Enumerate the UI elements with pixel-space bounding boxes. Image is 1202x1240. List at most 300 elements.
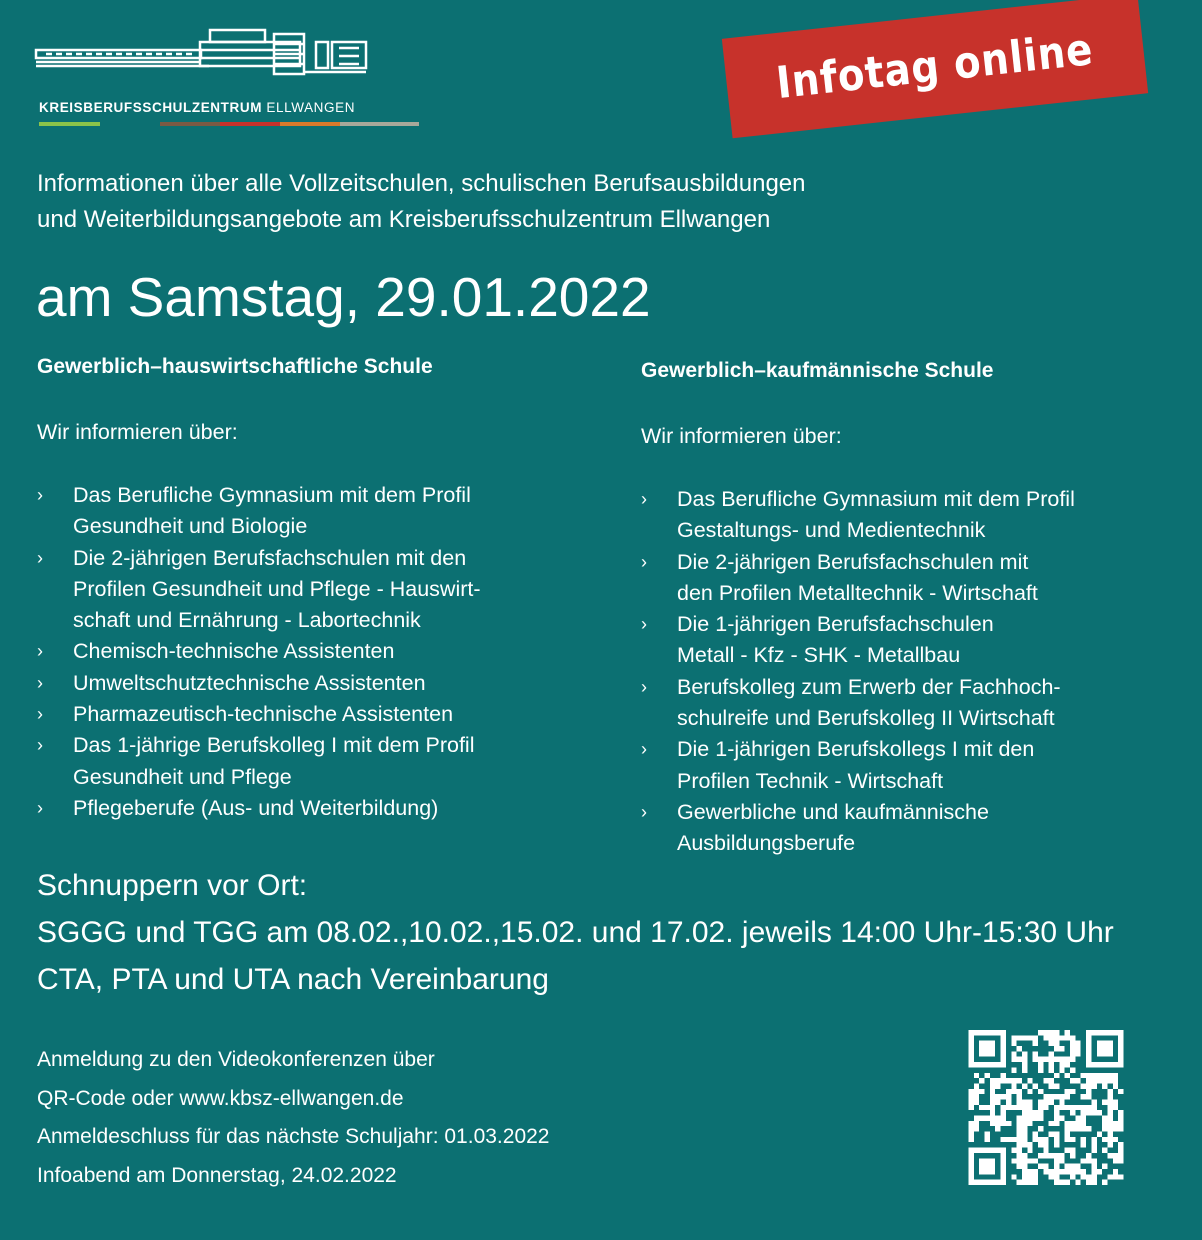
qr-module [1059, 1153, 1064, 1158]
qr-module [969, 1148, 974, 1185]
qr-module [1059, 1035, 1064, 1040]
qr-module [1081, 1094, 1086, 1099]
qr-module [974, 1089, 979, 1094]
qr-module [1022, 1126, 1027, 1131]
qr-module [1049, 1121, 1054, 1126]
qr-module [1107, 1094, 1112, 1099]
qr-module [1091, 1137, 1096, 1142]
qr-module [1059, 1057, 1064, 1062]
qr-module [1081, 1105, 1086, 1110]
qr-module [1022, 1067, 1027, 1072]
qr-module [995, 1078, 1000, 1083]
qr-module [1006, 1105, 1011, 1110]
qr-module [1017, 1046, 1022, 1051]
qr-module [1017, 1164, 1022, 1169]
qr-module [969, 1030, 1006, 1035]
qr-module [1001, 1116, 1006, 1121]
qr-module [990, 1110, 995, 1115]
qr-module [1102, 1180, 1107, 1185]
qr-module [1065, 1035, 1070, 1040]
qr-module [1017, 1099, 1022, 1104]
qr-module [969, 1030, 974, 1067]
qr-module [1118, 1158, 1123, 1163]
school-name-bold: KREISBERUFSSCHULZENTRUM [39, 100, 263, 115]
qr-module [1043, 1164, 1048, 1169]
qr-module [1049, 1057, 1054, 1062]
footer-line-3: Anmeldeschluss für das nächste Schuljahr: 01.03.2022 [37, 1125, 550, 1148]
qr-module [1054, 1121, 1059, 1126]
qr-module [1038, 1153, 1043, 1158]
qr-module [1043, 1078, 1048, 1083]
qr-module [1011, 1089, 1016, 1094]
qr-module [1049, 1169, 1054, 1174]
qr-module [990, 1094, 995, 1099]
qr-module [1070, 1169, 1075, 1174]
qr-module [1006, 1137, 1011, 1142]
qr-module [1049, 1083, 1054, 1088]
qr-module [1118, 1110, 1123, 1115]
qr-module [1038, 1137, 1043, 1142]
qr-module [1086, 1158, 1091, 1163]
list-item: › Die 2-jährigen Berufsfachschulen mit den Profilen Gesundheit und Pflege - Hauswirt- schaft und Ernährung - Labortechnik [37, 543, 657, 637]
school-building-logo-icon [34, 24, 424, 134]
qr-module [1091, 1105, 1096, 1110]
logo-color-bar-3 [220, 122, 280, 126]
qr-module [1070, 1121, 1075, 1126]
qr-module [1054, 1105, 1059, 1110]
qr-module [1054, 1083, 1059, 1088]
qr-module [1001, 1137, 1006, 1142]
qr-module [1059, 1116, 1064, 1121]
qr-module [1033, 1169, 1038, 1174]
footer-info [37, 1041, 549, 1195]
qr-module [1070, 1105, 1075, 1110]
qr-module [1059, 1105, 1064, 1110]
qr-module [1091, 1110, 1096, 1115]
list-item: › Die 2-jährigen Berufsfachschulen mit den Profilen Metalltechnik - Wirtschaft [641, 547, 1202, 610]
logo-color-bar-5 [340, 122, 419, 126]
qr-module [1011, 1057, 1016, 1062]
qr-module [1022, 1035, 1027, 1040]
schnuppern-line-2: CTA, PTA und UTA nach Vereinbarung [37, 963, 549, 996]
qr-module [990, 1078, 995, 1083]
list-item: › Das Berufliche Gymnasium mit dem Profil Gesundheit und Biologie [37, 480, 657, 543]
qr-module [1038, 1142, 1043, 1147]
qr-module [1081, 1169, 1086, 1174]
qr-module [1011, 1148, 1016, 1153]
qr-module [1091, 1174, 1096, 1179]
qr-module [1033, 1083, 1038, 1088]
qr-module [1075, 1046, 1080, 1051]
list-item: › Chemisch-technische Assistenten [37, 636, 657, 667]
qr-module [1038, 1099, 1043, 1104]
qr-module [990, 1121, 995, 1126]
qr-module [1027, 1089, 1032, 1094]
qr-module [969, 1099, 974, 1104]
schnuppern-heading: Schnuppern vor Ort: [37, 869, 308, 902]
qr-module [1054, 1180, 1059, 1185]
qr-module [1086, 1110, 1091, 1115]
qr-module [1043, 1153, 1048, 1158]
qr-module [1091, 1073, 1096, 1078]
qr-module [1033, 1051, 1038, 1056]
qr-module [979, 1089, 984, 1094]
qr-module [1118, 1174, 1123, 1179]
qr-module [1054, 1035, 1059, 1040]
qr-module [1049, 1099, 1054, 1104]
qr-module [1017, 1078, 1022, 1083]
qr-module [1118, 1153, 1123, 1158]
qr-module [1070, 1164, 1075, 1169]
qr-module [1070, 1067, 1075, 1072]
qr-module [1054, 1046, 1059, 1051]
left-column-subtitle: Wir informieren über: [37, 420, 238, 444]
qr-module [1054, 1073, 1059, 1078]
qr-module [1006, 1121, 1011, 1126]
qr-module [1091, 1142, 1096, 1147]
qr-module [974, 1094, 979, 1099]
qr-module [1081, 1158, 1086, 1163]
qr-code-icon[interactable] [967, 1030, 1125, 1185]
qr-module [1038, 1164, 1043, 1169]
qr-module [969, 1089, 974, 1094]
qr-module [1102, 1164, 1107, 1169]
qr-module [1011, 1137, 1016, 1142]
qr-module [974, 1126, 979, 1131]
list-item: › Das 1-jährige Berufskolleg I mit dem Profil Gesundheit und Pflege [37, 730, 657, 793]
qr-module [1107, 1116, 1112, 1121]
qr-module [1102, 1083, 1107, 1088]
qr-module [969, 1121, 974, 1126]
qr-module [1118, 1148, 1123, 1153]
qr-module [1113, 1073, 1118, 1078]
qr-module [969, 1105, 974, 1110]
qr-module [1017, 1180, 1022, 1185]
qr-module [1081, 1121, 1086, 1126]
qr-module [1075, 1041, 1080, 1046]
qr-module [1038, 1030, 1043, 1035]
qr-module [1070, 1148, 1075, 1153]
qr-module [1027, 1169, 1032, 1174]
qr-module [1049, 1078, 1054, 1083]
qr-module [1075, 1164, 1080, 1169]
qr-module [1011, 1041, 1016, 1046]
qr-module [1065, 1057, 1070, 1062]
qr-module [1081, 1073, 1086, 1078]
qr-module [1027, 1174, 1032, 1179]
qr-module [1113, 1126, 1118, 1131]
qr-module [1011, 1105, 1016, 1110]
qr-module [1113, 1137, 1118, 1142]
logo-color-bar-4 [280, 122, 340, 126]
qr-module [1022, 1099, 1027, 1104]
qr-module [1113, 1158, 1118, 1163]
qr-module [1086, 1030, 1123, 1035]
qr-module [1033, 1180, 1038, 1185]
qr-module [1107, 1099, 1112, 1104]
qr-module [1022, 1158, 1027, 1163]
schnuppern-section [37, 862, 1114, 1003]
qr-module [1038, 1110, 1043, 1115]
list-item: › Gewerbliche und kaufmännische Ausbildungsberufe [641, 797, 1202, 860]
qr-module [1086, 1153, 1091, 1158]
qr-module [1107, 1142, 1112, 1147]
qr-module [1038, 1057, 1043, 1062]
left-column [37, 352, 597, 824]
qr-module [1022, 1110, 1027, 1115]
logo-color-bar-2 [160, 122, 220, 126]
qr-module [1049, 1174, 1054, 1179]
qr-module [1054, 1142, 1059, 1147]
qr-module [1017, 1121, 1022, 1126]
qr-module [969, 1126, 974, 1131]
qr-module [1107, 1105, 1112, 1110]
qr-module [1075, 1126, 1080, 1131]
qr-module [1043, 1030, 1048, 1035]
qr-module [1027, 1148, 1032, 1153]
qr-module [1118, 1089, 1123, 1094]
qr-module [979, 1158, 995, 1174]
qr-module [1081, 1142, 1086, 1147]
qr-module [1049, 1067, 1054, 1072]
qr-module [979, 1041, 995, 1057]
list-item: › Berufskolleg zum Erwerb der Fachhoch- schulreife und Berufskolleg II Wirtschaft [641, 672, 1202, 735]
qr-module [1118, 1142, 1123, 1147]
qr-module [1102, 1137, 1107, 1142]
qr-module [1049, 1062, 1054, 1067]
qr-module [1113, 1078, 1118, 1083]
qr-module [1022, 1051, 1027, 1056]
qr-module [1038, 1126, 1043, 1131]
qr-module [1022, 1153, 1027, 1158]
qr-module [1006, 1099, 1011, 1104]
qr-module [1054, 1158, 1059, 1163]
qr-module [1038, 1089, 1043, 1094]
qr-module [1049, 1132, 1054, 1137]
qr-module [1086, 1105, 1091, 1110]
qr-module [1070, 1035, 1075, 1040]
qr-module [1022, 1164, 1027, 1169]
qr-module [1001, 1121, 1006, 1126]
qr-module [985, 1105, 990, 1110]
qr-module [1027, 1110, 1032, 1115]
qr-module [995, 1116, 1000, 1121]
qr-module [1086, 1083, 1091, 1088]
qr-module [1033, 1110, 1038, 1115]
qr-module [985, 1116, 990, 1121]
qr-module [1017, 1116, 1022, 1121]
qr-module [1086, 1174, 1091, 1179]
qr-module [1107, 1121, 1112, 1126]
qr-module [1054, 1174, 1059, 1179]
intro-line-1: Informationen über alle Vollzeitschulen, schulischen Berufsausbildungen [37, 170, 806, 197]
footer-line-4: Infoabend am Donnerstag, 24.02.2022 [37, 1163, 397, 1187]
qr-module [1091, 1148, 1096, 1153]
qr-module [1070, 1110, 1075, 1115]
qr-module [1113, 1169, 1118, 1174]
qr-module [1027, 1158, 1032, 1163]
qr-module [1017, 1089, 1022, 1094]
qr-module [1054, 1030, 1059, 1035]
qr-module [1086, 1089, 1091, 1094]
qr-module [1043, 1105, 1048, 1110]
qr-module [1022, 1062, 1027, 1067]
qr-module [1054, 1132, 1059, 1137]
qr-module [1081, 1110, 1086, 1115]
qr-module [1107, 1153, 1112, 1158]
qr-module [1022, 1169, 1027, 1174]
qr-module [1027, 1099, 1032, 1104]
qr-module [1081, 1126, 1086, 1131]
qr-module [1054, 1110, 1059, 1115]
qr-module [1033, 1035, 1038, 1040]
qr-module [1049, 1030, 1054, 1035]
qr-module [1081, 1137, 1086, 1142]
intro-text [37, 166, 1037, 238]
qr-module [1113, 1121, 1118, 1126]
qr-module [1022, 1105, 1027, 1110]
qr-module [1075, 1169, 1080, 1174]
qr-module [990, 1105, 995, 1110]
qr-module [1065, 1169, 1070, 1174]
qr-module [1043, 1137, 1048, 1142]
qr-module [1107, 1110, 1112, 1115]
qr-module [995, 1083, 1000, 1088]
qr-module [1049, 1094, 1054, 1099]
qr-module [1017, 1057, 1022, 1062]
qr-module [1070, 1051, 1075, 1056]
list-item: › Die 1-jährigen Berufskollegs I mit den Profilen Technik - Wirtschaft [641, 734, 1202, 797]
qr-module [1086, 1180, 1091, 1185]
qr-module [990, 1089, 995, 1094]
qr-module [1118, 1030, 1123, 1067]
qr-module [1059, 1180, 1064, 1185]
qr-module [969, 1137, 974, 1142]
qr-module [1022, 1116, 1027, 1121]
qr-module [1097, 1073, 1102, 1078]
qr-module [1107, 1174, 1112, 1179]
qr-module [1054, 1094, 1059, 1099]
qr-module [1054, 1164, 1059, 1169]
qr-module [985, 1073, 990, 1078]
qr-module [1118, 1116, 1123, 1121]
qr-module [1033, 1132, 1038, 1137]
qr-module [1059, 1062, 1064, 1067]
qr-module [1107, 1132, 1112, 1137]
qr-module [1001, 1110, 1006, 1115]
qr-module [1091, 1078, 1096, 1083]
qr-module [1011, 1078, 1016, 1083]
qr-module [974, 1099, 979, 1104]
qr-module [974, 1121, 979, 1126]
qr-module [1065, 1105, 1070, 1110]
qr-module [1059, 1158, 1064, 1163]
qr-module [1075, 1180, 1080, 1185]
qr-module [1001, 1078, 1006, 1083]
qr-module [969, 1094, 974, 1099]
qr-module [1091, 1158, 1096, 1163]
qr-module [1107, 1089, 1112, 1094]
qr-module [1027, 1142, 1032, 1147]
qr-module [1033, 1057, 1038, 1062]
qr-module [1054, 1169, 1059, 1174]
qr-module [1022, 1137, 1027, 1142]
qr-module [990, 1083, 995, 1088]
qr-module [1038, 1105, 1043, 1110]
qr-module [1006, 1089, 1011, 1094]
qr-module [1011, 1158, 1016, 1163]
qr-module [1070, 1174, 1075, 1179]
logo-color-bar-1 [39, 122, 100, 126]
qr-module [1075, 1051, 1080, 1056]
qr-module [1091, 1169, 1096, 1174]
qr-module [1017, 1148, 1022, 1153]
qr-module [1070, 1041, 1075, 1046]
qr-module [1091, 1083, 1096, 1088]
qr-module [1070, 1057, 1075, 1062]
qr-module [1118, 1126, 1123, 1131]
left-column-list [37, 480, 597, 824]
qr-module [1102, 1126, 1107, 1131]
qr-module [1059, 1046, 1064, 1051]
footer-line-2[interactable]: QR-Code oder www.kbsz-ellwangen.de [37, 1086, 404, 1110]
qr-module [1107, 1126, 1112, 1131]
qr-module [969, 1132, 974, 1137]
qr-module [1049, 1051, 1054, 1056]
qr-module [995, 1099, 1000, 1104]
qr-module [1097, 1132, 1102, 1137]
qr-module [1011, 1083, 1016, 1088]
right-column-title: Gewerblich–kaufmännische Schule [641, 359, 994, 382]
qr-module [1038, 1067, 1043, 1072]
qr-module [995, 1126, 1000, 1131]
qr-module [1011, 1174, 1016, 1179]
footer-line-1: Anmeldung zu den Videokonferenzen über [37, 1048, 435, 1071]
list-item: › Umweltschutztechnische Assistenten [37, 668, 657, 699]
right-column-list [641, 484, 1201, 860]
qr-module [1017, 1137, 1022, 1142]
qr-module [1017, 1158, 1022, 1163]
qr-module [1049, 1041, 1054, 1046]
qr-module [1006, 1094, 1011, 1099]
qr-module [1011, 1067, 1016, 1072]
qr-module [1054, 1041, 1059, 1046]
qr-module [1017, 1035, 1022, 1040]
qr-module [1065, 1062, 1070, 1067]
qr-module [1113, 1153, 1118, 1158]
qr-module [1022, 1121, 1027, 1126]
qr-module [1054, 1057, 1059, 1062]
qr-module [1049, 1153, 1054, 1158]
qr-module [1102, 1073, 1107, 1078]
qr-module [1022, 1132, 1027, 1137]
qr-module [1065, 1164, 1070, 1169]
qr-module [1033, 1137, 1038, 1142]
qr-module [1059, 1099, 1064, 1104]
qr-module [990, 1116, 995, 1121]
qr-module [1043, 1169, 1048, 1174]
qr-module [1086, 1030, 1091, 1067]
qr-module [1017, 1094, 1022, 1099]
qr-module [1065, 1126, 1070, 1131]
qr-module [1001, 1094, 1006, 1099]
schnuppern-line-1: SGGG und TGG am 08.02.,10.02.,15.02. und 17.02. jeweils 14:00 Uhr-15:30 Uhr [37, 916, 1114, 949]
qr-module [990, 1099, 995, 1104]
school-name-city: ELLWANGEN [266, 100, 356, 115]
infotag-banner [722, 0, 1148, 138]
qr-module [1011, 1051, 1016, 1056]
qr-module [1038, 1062, 1043, 1067]
